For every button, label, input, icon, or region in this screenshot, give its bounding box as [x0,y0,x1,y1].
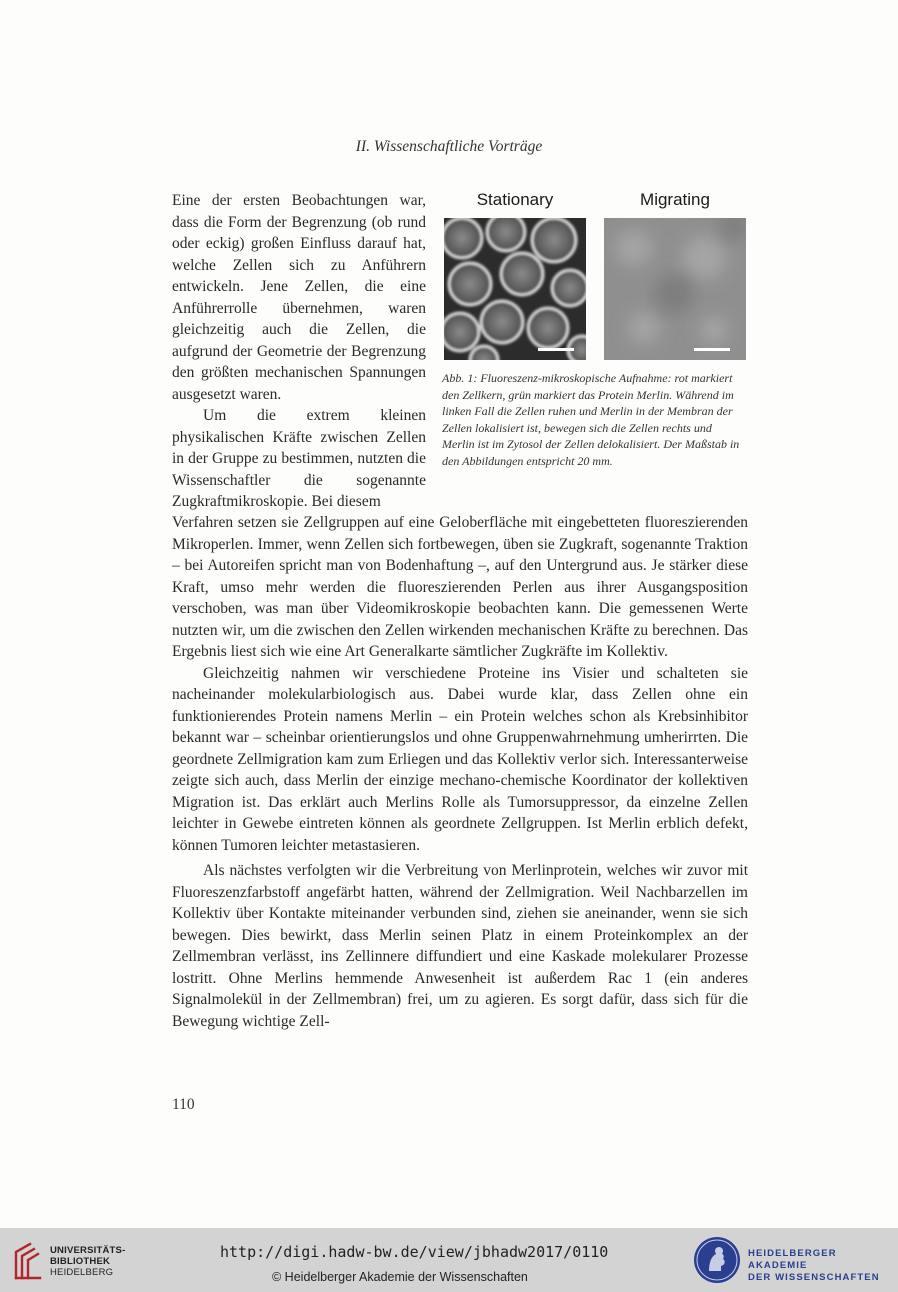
university-library-logo-icon [10,1238,50,1282]
running-head: II. Wissenschaftliche Vorträge [355,138,543,155]
paragraph: Eine der ersten Beobachtungen war, dass die Form der Begrenzung (ob rund oder eckig) großen Einfluss darauf hat, welche Zellen sich zu Anführern entwickeln. Jene Zellen, die eine Anführerrolle übernehmen, waren gleichzeitig auch die Zellen, die aufgrund der Geometrie der Begrenzung den größten mechanischen Spannungen ausgesetzt waren. [172,192,426,403]
academy-name: HEIDELBERGER AKADEMIE DER WISSENSCHAFTEN [748,1248,880,1283]
paragraph: Um die extrem kleinen physikalischen Kräfte zwischen Zellen in der Gruppe zu bestimmen, nutzten die Wissenschaftler die sogenannte Zugkraftmikroskopie. Bei diesem [172,407,426,510]
float-text-column [172,190,426,513]
migrating-micrograph [604,218,746,360]
source-url-link[interactable]: http://digi.hadw-bw.de/view/jbhadw2017/0110 [220,1243,609,1261]
scale-bar [538,348,574,351]
body-text [172,512,748,1032]
scale-bar [694,348,730,351]
figure-label-migrating: Migrating [640,190,710,209]
paragraph: Als nächstes verfolgten wir die Verbreitung von Merlinprotein, welches wir zuvor mit Fluoreszenzfarbstoff angefärbt hatten, während der Zellmigration. Weil Nachbarzellen im Kollektiv über Kontakte miteinander verbunden sind, ziehen sie aneinander, wenn sie sich bewegen. Dies bewirkt, dass Merlin seinen Platz in einem Proteinkomplex an der Zellmembran verlässt, ins Zellinnere diffundiert und eine Kaskade molekularer Prozesse lostritt. Ohne Merlins hemmende Anwesenheit ist außerdem Rac 1 (ein anderes Signalmolekül in der Zellmembran) frei, um zu agieren. Es sorgt dafür, dass sich für die Bewegung wichtige Zell- [172,862,748,1030]
page-number: 110 [172,1096,195,1113]
stationary-micrograph [444,218,586,360]
university-library-name: UNIVERSITÄTS- BIBLIOTHEK HEIDELBERG [50,1245,126,1278]
figure-label-stationary: Stationary [476,190,554,209]
paragraph: Gleichzeitig nahmen wir verschiedene Proteine ins Visier und schalteten sie nacheinander molekularbiologisch aus. Dabei wurde klar, dass Zellen ohne ein funktionierendes Protein namens Merlin – ein Protein welches schon als Krebsinhibitor bekannt war – scheinbar orientierungslos und ohne Gruppenwahrnehmung umherirrten. Die geordnete Zellmigration kam zum Erliegen und das Kollektiv verlor sich. Interessanterweise zeigte sich auch, dass Merlin der einzige mechano-chemische Koordinator der kollektiven Migration ist. Das erklärt auch Merlins Rolle als Tumorsuppressor, da einzelne Zellen leichter in Gewebe eintreten können als geordnete Zellgruppen. Ist Merlin erblich defekt, können Tumoren leichter metastasieren. [172,664,748,854]
academy-seal-icon [692,1235,742,1285]
footer-bar [0,1228,898,1292]
figure-caption: Abb. 1: Fluoreszenz-mikroskopische Aufnahme: rot markiert den Zellkern, grün markiert das Protein Merlin. Während im linken Fall die Zellen ruhen und Merlin in der Membran der Zellen lokalisiert ist, bewegen sich die Zellen rechts und Merlin ist im Zytosol der Zellen delokalisiert. Der Maßstab in den Abbildungen entspricht 20 mm. [442,371,740,468]
paragraph: Verfahren setzen sie Zellgruppen auf eine Geloberfläche mit eingebetteten fluoreszierenden Mikroperlen. Immer, wenn Zellen sich fortbewegen, üben sie Zugkraft, sogenannte Traktion – bei Autoreifen spricht man von Bodenhaftung –, auf den Untergrund aus. Je stärker diese Kraft, umso mehr werden die fluoreszierenden Perlen aus ihrer Ausgangsposition verschoben, was man über Videomikroskopie beobachten kann. Die gemessenen Werte nutzten wir, um die zwischen den Zellen wirkenden mechanischen Kräfte zu berechnen. Das Ergebnis liest sich wie eine Art Generalkarte sämtlicher Zugkräfte im Kollektiv. [172,514,748,660]
copyright-notice: © Heidelberger Akademie der Wissenschaften [272,1270,528,1284]
